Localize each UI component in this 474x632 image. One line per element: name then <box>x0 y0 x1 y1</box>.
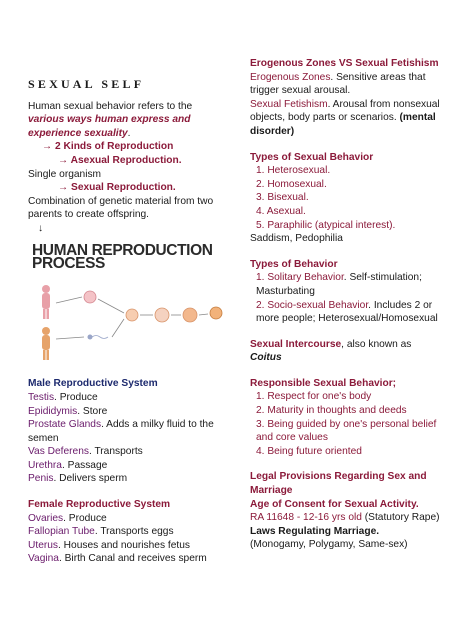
female-item-fallopian: Fallopian Tube. Transports eggs <box>28 526 174 538</box>
responsible-item-2: 2. Maturity in thoughts and deeds <box>256 405 407 417</box>
female-item-vagina: Vagina. Birth Canal and receives sperm <box>28 553 207 565</box>
male-item-penis: Penis. Delivers sperm <box>28 473 128 485</box>
laws-marriage-note: (Monogamy, Polygamy, Same-sex) <box>250 539 408 551</box>
type-item-3: 3. Bisexual. <box>256 192 309 204</box>
female-figure-icon <box>42 285 50 319</box>
responsible-item-3: 3. Being guided by one's personal belief and core values <box>256 418 437 444</box>
erogenous-zones: Erogenous Zones. Sensitive areas that trigger sexual arousal. <box>250 71 426 97</box>
male-figure-icon <box>42 327 50 360</box>
embryo-icon <box>210 307 222 319</box>
sexual-reproduction: → Sexual Reproduction. <box>58 182 176 194</box>
egg-cell-icon <box>84 291 96 303</box>
page-title: SEXUAL SELF <box>28 77 145 91</box>
behavior-item-1: 1. Solitary Behavior. Self-stimulation; Masturbating <box>256 272 422 297</box>
type-item-2: 2. Homosexual. <box>256 178 327 190</box>
cell-division-icon <box>155 308 169 322</box>
legal-heading: Legal Provisions Regarding Sex and Marriage <box>250 471 427 497</box>
age-consent-heading: Age of Consent for Sexual Activity. <box>250 498 419 510</box>
laws-marriage-heading: Laws Regulating Marriage. <box>250 525 380 537</box>
reproduction-banner: HUMAN REPRODUCTION PROCESS <box>32 241 213 273</box>
sperm-cell-icon <box>88 334 93 339</box>
types-heading: Types of Sexual Behavior <box>250 151 374 163</box>
behavior-item-2: 2. Socio-sexual Behavior. Includes 2 or more people; Heterosexual/Homosexual <box>256 299 438 325</box>
type-item-5: 5. Paraphilic (atypical interest). <box>256 219 396 231</box>
ra-law: RA 11648 - 12-16 yrs old (Statutory Rape) <box>250 512 440 524</box>
right-column <box>250 57 450 552</box>
intercourse-text: Sexual Intercourse, also known as <box>250 338 412 350</box>
responsible-heading: Responsible Sexual Behavior; <box>250 377 397 389</box>
coitus-term: Coitus <box>250 352 282 364</box>
male-item-urethra: Urethra. Passage <box>28 459 108 471</box>
male-item-epididymis: Epididymis. Store <box>28 405 108 417</box>
down-arrow-icon: ↓ <box>38 222 44 234</box>
intro-emphasis: various ways human express and experience sexuality <box>28 114 191 139</box>
zygote-icon <box>126 309 138 321</box>
female-item-ovaries: Ovaries. Produce <box>28 512 107 524</box>
sexual-fetishism: Sexual Fetishism. Arousal from nonsexual objects, body parts or scenarios. (mental disorder) <box>250 98 440 137</box>
kinds-of-reproduction: → 2 Kinds of Reproduction <box>42 141 174 153</box>
behavior-heading: Types of Behavior <box>250 258 338 270</box>
reproduction-diagram <box>32 275 224 367</box>
intro-paragraph: Human sexual behavior refers to the various ways human express and experience sexuality. <box>28 100 193 139</box>
responsible-item-4: 4. Being future oriented <box>256 445 362 457</box>
responsible-item-1: 1. Respect for one's body <box>256 391 372 403</box>
female-item-uterus: Uterus. Houses and nourishes fetus <box>28 539 190 551</box>
asexual-reproduction: → Asexual Reproduction. <box>58 154 182 166</box>
type-item-1: 1. Heterosexual. <box>256 165 331 177</box>
single-organism: Single organism <box>28 168 102 180</box>
types-note: Saddism, Pedophilia <box>250 233 343 245</box>
erogenous-heading: Erogenous Zones VS Sexual Fetishism <box>250 58 439 69</box>
male-item-vas-deferens: Vas Deferens. Transports <box>28 446 143 458</box>
left-column <box>28 78 216 566</box>
combination-text: Combination of genetic material from two parents to create offspring. <box>28 195 214 221</box>
male-item-testis: Testis. Produce <box>28 391 98 403</box>
female-system-heading: Female Reproductive System <box>28 499 171 511</box>
male-system-heading: Male Reproductive System <box>28 378 158 390</box>
male-item-prostate: Prostate Glands. Adds a milky fluid to the semen <box>28 419 214 444</box>
type-item-4: 4. Asexual. <box>256 205 306 217</box>
